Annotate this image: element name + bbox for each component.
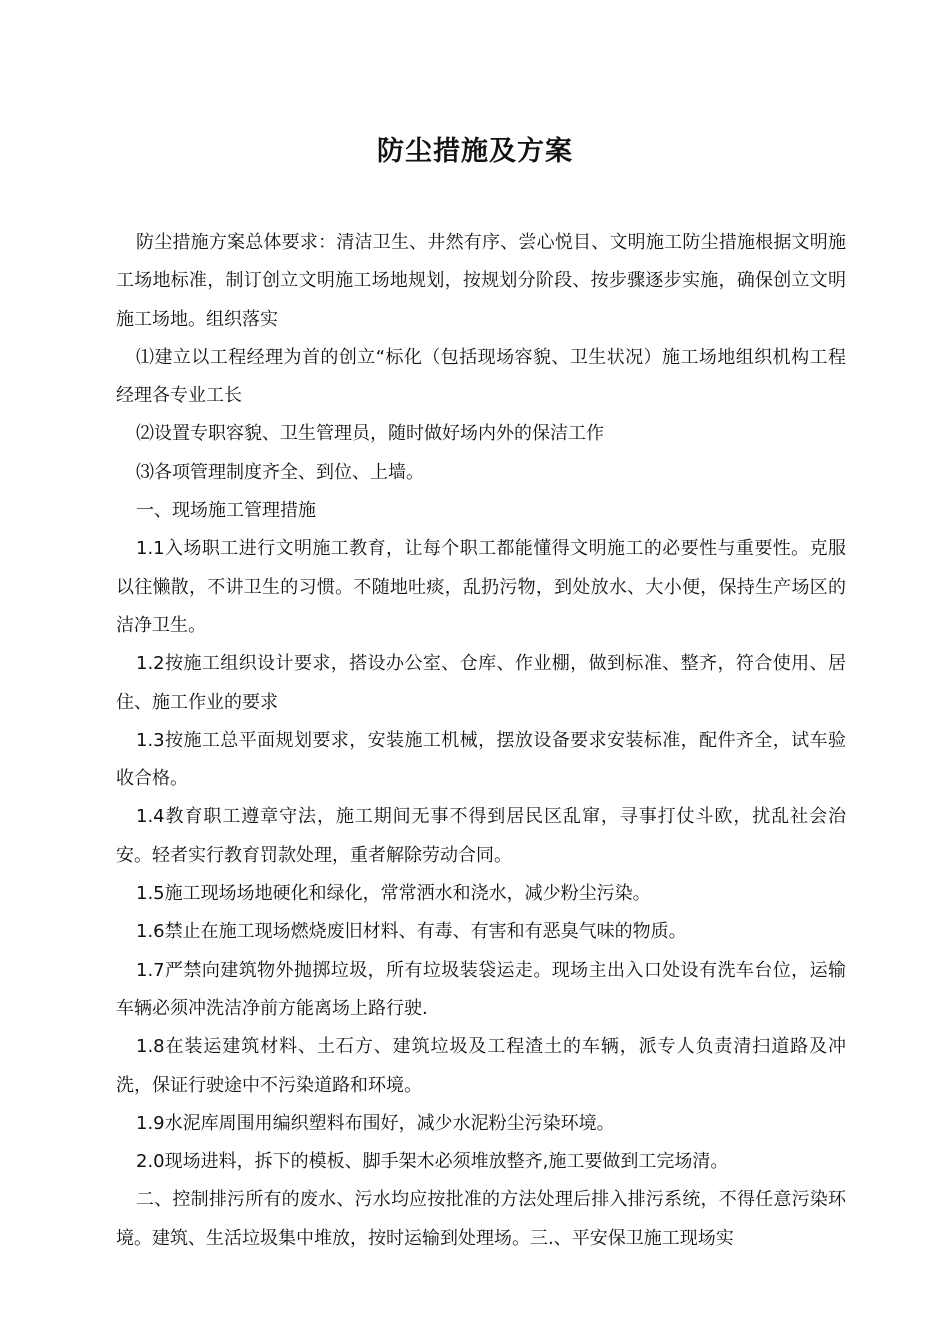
paragraph-item-1: ⑴建立以工程经理为首的创立“标化（包括现场容貌、卫生状况）施工场地组织机构工程经理各专业工长 (116, 346, 846, 407)
paragraph-1-6: 1.6禁止在施工现场燃烧废旧材料、有毒、有害和有恶臭气味的物质。 (136, 921, 687, 943)
paragraph-intro: 防尘措施方案总体要求：清洁卫生、井然有序、尝心悦目、文明施工防尘措施根据文明施工场地标准，制订创立文明施工场地规划，按规划分阶段、按步骤逐步实施，确保创立文明施工场地。组织落实 (116, 232, 846, 330)
paragraph-1-4: 1.4教育职工遵章守法，施工期间无事不得到居民区乱窜，寻事打仗斗欧，扰乱社会治安。轻者实行教育罚款处理，重者解除劳动合同。 (116, 806, 846, 866)
document-body (116, 224, 846, 1258)
section-heading-2: 二、控制排污所有的废水、污水均应按批准的方法处理后排入排污系统，不得任意污染环境。建筑、生活垃圾集中堆放，按时运输到处理场。三.、平安保卫施工现场实 (116, 1189, 846, 1249)
section-heading-1: 一、现场施工管理措施 (136, 500, 316, 522)
paragraph-1-3: 1.3按施工总平面规划要求，安装施工机械，摆放设备要求安装标准，配件齐全，试车验收合格。 (116, 729, 846, 790)
paragraph-1-2: 1.2按施工组织设计要求，搭设办公室、仓库、作业棚，做到标准、整齐，符合使用、居住、施工作业的要求 (116, 653, 846, 713)
paragraph-item-2: ⑵设置专职容貌、卫生管理员，随时做好场内外的保洁工作 (136, 423, 604, 445)
paragraph-2-0: 2.0现场进料，拆下的模板、脚手架木必须堆放整齐,施工要做到工完场清。 (136, 1151, 729, 1173)
paragraph-1-9: 1.9水泥库周围用编织塑料布围好，减少水泥粉尘污染环境。 (136, 1112, 615, 1134)
paragraph-1-7: 1.7严禁向建筑物外抛掷垃圾，所有垃圾装袋运走。现场主出入口处设有洗车台位，运输车辆必须冲洗洁净前方能离场上路行驶. (116, 959, 846, 1019)
paragraph-item-3: ⑶各项管理制度齐全、到位、上墙。 (136, 461, 424, 483)
paragraph-1-1: 1.1入场职工进行文明施工教育，让每个职工都能懂得文明施工的必要性与重要性。克服以往懒散，不讲卫生的习惯。不随地吐痰，乱扔污物，到处放水、大小便，保持生产场区的洁净卫生。 (116, 538, 846, 636)
document-title: 防尘措施及方案 (377, 136, 573, 167)
paragraph-1-8: 1.8在装运建筑材料、土石方、建筑垃圾及工程渣土的车辆，派专人负责清扫道路及冲洗，保证行驶途中不污染道路和环境。 (116, 1036, 846, 1096)
paragraph-1-5: 1.5施工现场场地硬化和绿化，常常洒水和浇水，减少粉尘污染。 (136, 883, 651, 905)
